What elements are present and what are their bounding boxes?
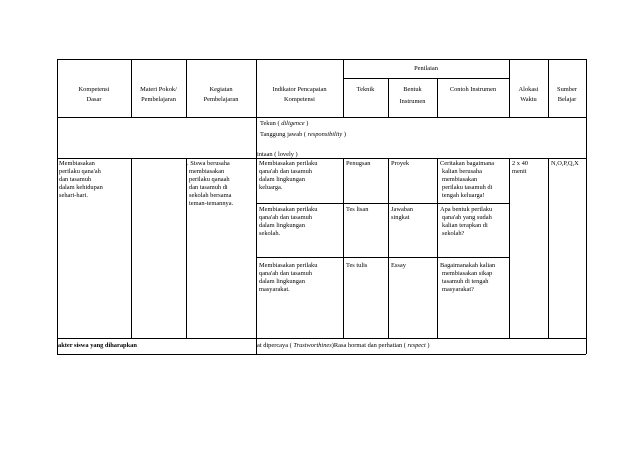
kd-line: dalam kehidupan (59, 184, 103, 191)
header-bentuk-2: Instrumen (399, 98, 426, 105)
header-kegiatan-2: Pembelajaran (203, 96, 239, 103)
indikator-line: sekolah. (259, 230, 281, 237)
header-penilaian: Penilaian (414, 65, 438, 72)
teknik-value: Penugsan (346, 160, 371, 167)
header-contoh-instrumen: Contoh Instrumen (449, 86, 497, 93)
contoh-line: Ceritakan bagaimana (440, 160, 495, 167)
bentuk-value: singkat (391, 214, 410, 221)
teknik-value: Tes lisan (346, 206, 369, 213)
kegiatan-line: sekolah bersama (189, 192, 232, 199)
header-sumber-1: Sumber (557, 86, 577, 93)
kegiatan-line: dan tasamuh di (189, 184, 228, 191)
header-indikator-2: Kompetensi (284, 96, 315, 103)
indikator-line: qana'ah dan tasamuh (259, 168, 312, 175)
contoh-line: perilaku tasamuh di (442, 184, 493, 191)
kd-line: perilaku qana'ah (59, 168, 101, 175)
sumber-belajar-value: N,O,P,Q,X (551, 160, 579, 167)
contoh-line: tasamuh di tengah (442, 278, 489, 285)
indikator-line: dalam lingkungan (259, 222, 305, 229)
footer-karakter-values: at dipercaya ( Trustworthines)Rasa hormat dan perhatian ( respect ) (257, 342, 430, 349)
contoh-line: tengah keluarga! (442, 192, 485, 199)
bentuk-value: Jawaban (391, 206, 414, 213)
contoh-line: membiasakan (442, 176, 478, 183)
indikator-line: qana'ah dan tasamuh (259, 214, 312, 221)
kegiatan-line: perilaku qanaah (189, 176, 230, 183)
header-materi-pokok-1: Materi Pokok/ (140, 86, 177, 93)
kd-line: dan tasamuh (59, 176, 92, 183)
kegiatan-line: teman-temannya. (189, 200, 234, 207)
kegiatan-line: membiasakan (189, 168, 225, 175)
indikator-line: dalam lingkungan (259, 278, 305, 285)
contoh-line: kalian terapkan di (442, 222, 488, 229)
kegiatan-line: . Siswa berusaha (187, 160, 230, 167)
header-kegiatan-1: Kegiatan (209, 86, 233, 93)
karakter-tekun: Tekun ( diligence ) (260, 120, 309, 127)
header-alokasi-1: Alokasi (518, 86, 539, 93)
teknik-value: Tes tulis (346, 262, 368, 269)
header-sumber-2: Belajar (557, 96, 577, 103)
footer-karakter-label: akter siswa yang diharapkan (58, 342, 137, 349)
contoh-line: Apa bentuk perilaku (440, 206, 493, 213)
contoh-line: Bagaimanakah kalian (440, 262, 496, 269)
alokasi-value: 2 x 40 (512, 160, 528, 167)
karakter-cinta: intaan ( lovely ) (257, 151, 298, 158)
contoh-line: masyarakat? (442, 286, 474, 293)
indikator-line: keluarga. (259, 184, 283, 191)
kd-line: Membiasakan (59, 160, 95, 167)
header-kompetensi-dasar-1: Kompetensi (78, 86, 110, 93)
contoh-line: qana'ah yang sudah (442, 214, 492, 221)
header-kompetensi-dasar-2: Dasar (86, 96, 102, 103)
indikator-line: dalam lingkungan (259, 176, 305, 183)
contoh-line: membiasakan sikap (442, 270, 493, 277)
indikator-line: Membiasakan perilaku (259, 160, 318, 167)
contoh-line: sekolah? (442, 230, 465, 237)
bentuk-value: Proyek (391, 160, 410, 167)
alokasi-unit: menit (512, 168, 527, 175)
indikator-line: masyarakat. (259, 286, 290, 293)
karakter-tanggung-jawab: Tanggung jawab ( responsibility ) (260, 131, 346, 138)
header-teknik: Teknik (356, 86, 375, 93)
header-alokasi-2: Waktu (520, 96, 537, 103)
header-indikator-1: Indikator Pencapaian (272, 86, 327, 93)
header-materi-pokok-2: Pembelajaran (141, 96, 176, 103)
indikator-line: qana'ah dan tasamuh (259, 270, 312, 277)
header-bentuk-1: Bentuk (403, 86, 422, 93)
indikator-line: Membiasakan perilaku (259, 206, 318, 213)
bentuk-value: Essay (391, 262, 406, 269)
contoh-line: kalian berusaha (442, 168, 482, 175)
indikator-line: Membiasakan perilaku (259, 262, 318, 269)
kd-line: sehari-hari. (59, 192, 88, 199)
